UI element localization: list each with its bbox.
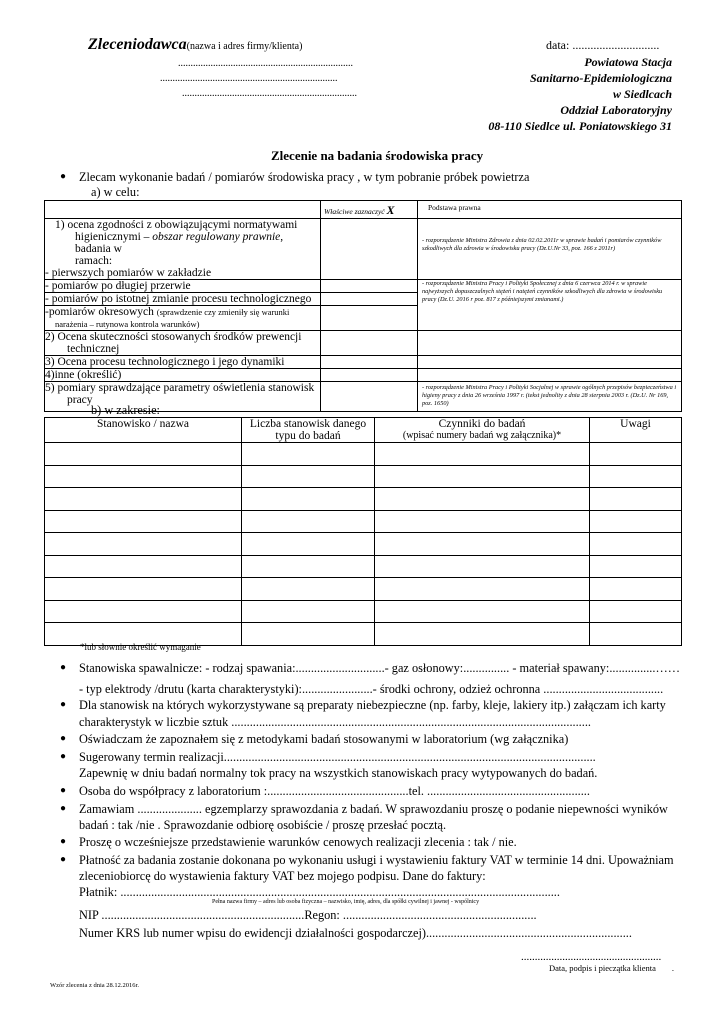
payment-line-1: Płatność za badania zostanie dokonana po wykonaniu usługi i wystawieniu faktury VAT w terminie 14 dni. Upoważniam xyxy=(79,853,674,867)
col-notes: Uwagi xyxy=(590,418,682,443)
bullet-icon: ● xyxy=(60,662,67,673)
payer-field[interactable]: Płatnik: ............................................................................................................................................... xyxy=(79,885,560,899)
purpose-table xyxy=(44,200,682,412)
bullet-icon: ● xyxy=(60,803,67,814)
signature-label: Data, podpis i pieczątka klienta . xyxy=(549,963,675,973)
recipient-line-5: 08-110 Siedlce ul. Poniatowskiego 31 xyxy=(488,119,672,133)
recipient-line-4: Oddział Laboratoryjny xyxy=(560,103,672,117)
price-request: Proszę o wcześniejsze przedstawienie warunków cenowych realizacji zlecenia : tak / nie. xyxy=(79,835,517,849)
col-workstation: Stanowisko / nazwa xyxy=(45,418,242,443)
legal-basis-3: - rozporządzenie Ministra Pracy i Polityki Socjalnej w sprawie ogólnych przepisów bezpieczeństwa i higieny pracy z dnia 26 września 1997 r. (tekst jednolity z dnia 28 sierpnia 2003 r. (Dz.U. Nr 169, poz. 1650) xyxy=(418,382,682,412)
client-header xyxy=(88,36,302,54)
table-row xyxy=(45,578,682,601)
purpose-1-process-change: - pomiarów po istotnej zmianie procesu technologicznego xyxy=(45,293,321,306)
suggested-date: Sugerowany termin realizacji......................................................................................................................... xyxy=(79,750,596,764)
client-dots-3: ...................................................................... xyxy=(182,88,357,99)
mark-cell-8[interactable] xyxy=(321,382,418,412)
table-row xyxy=(45,533,682,556)
table-footnote: *lub słownie określić wymaganie xyxy=(80,642,201,652)
table-row xyxy=(45,488,682,511)
mark-cell-5[interactable] xyxy=(321,331,418,356)
purpose-1: 1) ocena zgodności z obowiązującymi normatywami higienicznymi – obszar regulowany prawnie, badania w ramach: - pierwszych pomiarów w zakładzie xyxy=(45,219,321,280)
client-title: Zleceniodawca xyxy=(88,36,187,53)
table-row xyxy=(45,510,682,533)
mark-cell-7[interactable] xyxy=(321,369,418,382)
legal-basis-2: - rozporządzenie Ministra Pracy i Polityki Społecznej z dnia 6 czerwca 2014 r. w sprawie najwyższych dopuszczalnych stężeń i natężeń czynników szkodliwych dla zdrowia w środowisku pracy (Dz.U. 2016 r poz. 817 z późniejszymi zmianami.) xyxy=(418,280,682,331)
purpose-2: 2) Ocena skuteczności stosowanych środków prewencji technicznej xyxy=(45,331,321,356)
mark-cell-1[interactable] xyxy=(321,219,418,280)
purpose-5: 5) pomiary sprawdzające parametry oświetlenia stanowisk pracy xyxy=(45,382,321,412)
purpose-1-long-break: - pomiarów po długiej przerwie xyxy=(45,280,321,293)
hazard-line-1: Dla stanowisk na których wykorzystywane są preparaty niebezpieczne (np. farby, kleje, lakiery itp.) załączam ich karty xyxy=(79,698,666,712)
mark-cell-2[interactable] xyxy=(321,280,418,293)
purpose-1-periodic: -pomiarów okresowych (sprawdzenie czy zmieniły się warunki narażenia – rutynowa kontrola warunków) xyxy=(45,306,321,331)
hazard-line-2: charakterystyk w liczbie sztuk ..................................................................................................................... xyxy=(79,715,591,729)
intro-text: Zlecam wykonanie badań / pomiarów środowiska pracy , w tym pobranie próbek powietrza xyxy=(79,170,530,184)
table-row xyxy=(45,555,682,578)
mark-cell-3[interactable] xyxy=(321,293,418,306)
bullet-icon: ● xyxy=(60,836,67,847)
report-order-1: Zamawiam ..................... egzemplarzy sprawozdania z badań. W sprawozdaniu proszę o podanie niepewności wyników xyxy=(79,802,668,816)
document-title: Zlecenie na badania środowiska pracy xyxy=(271,148,484,163)
form-version: Wzór zlecenia z dnia 28.12.2016r. xyxy=(50,982,139,989)
legal-basis-1: - rozporządzenie Ministra Zdrowia z dnia 02.02.2011r w sprawie badań i pomiarów czynników szkodliwych dla zdrowia w środowisku pracy (Dz.U.Nr 33, poz. 166 z 2011r) xyxy=(418,219,682,280)
bullet-icon: ● xyxy=(60,854,67,865)
section-b-label: b) w zakresie: xyxy=(91,403,160,417)
work-assurance: Zapewnię w dniu badań normalny tok pracy na wszystkich stanowiskach pracy wytypowanych do badań. xyxy=(79,766,598,780)
legal-header: Podstawa prawna xyxy=(418,201,682,219)
col-factors: Czynniki do badań (wpisać numery badań wg załącznika)* xyxy=(375,418,590,443)
bullet-icon: ● xyxy=(60,699,67,710)
recipient-line-2: Sanitarno-Epidemiologiczna xyxy=(529,71,672,85)
methods-statement: Oświadczam że zapoznałem się z metodykami badań stosowanymi w laboratorium (wg załącznika) xyxy=(79,732,569,746)
bullet-icon: ● xyxy=(60,733,67,744)
bullet-icon: ● xyxy=(60,785,67,796)
table-row xyxy=(45,600,682,623)
purpose-3: 3) Ocena procesu technologicznego i jego dynamiki xyxy=(45,356,321,369)
welding-line-2: - typ elektrody /drutu (karta charakterystyki):.......................- środki ochrony, odzież ochronna ....................................... xyxy=(79,682,664,696)
mark-header: Właściwe zaznaczyć X xyxy=(321,201,418,219)
recipient-line-3: w Siedlcach xyxy=(613,87,672,101)
welding-line-1: Stanowiska spawalnicze: - rodzaj spawania:.............................- gaz osłonowy:............... - materiał spawany:...............…… xyxy=(79,661,681,675)
bullet-icon: ● xyxy=(60,171,67,182)
table-row xyxy=(45,443,682,466)
nip-regon-field[interactable]: NIP ..................................................................Regon: ............................................................... xyxy=(79,908,537,922)
date-field: data: ............................. xyxy=(546,38,660,52)
mark-cell-6[interactable] xyxy=(321,356,418,369)
payer-note: Pełna nazwa firmy – adres lub osoba fizyczna – nazwisko, imię, adres, dla spółki cywilnej i jawnej - wspólnicy xyxy=(212,899,480,905)
client-dots-2: ....................................................................... xyxy=(160,73,338,84)
krs-field[interactable]: Numer KRS lub numer wpisu do ewidencji działalności gospodarczej)................................................................... xyxy=(79,926,632,940)
col-count: Liczba stanowisk danego typu do badań xyxy=(242,418,375,443)
client-title-note: (nazwa i adres firmy/klienta) xyxy=(186,41,303,52)
recipient-line-1: Powiatowa Stacja xyxy=(584,55,672,69)
mark-cell-4[interactable] xyxy=(321,306,418,331)
purpose-4: 4)inne (określić) xyxy=(45,369,321,382)
contact-person: Osoba do współpracy z laboratorium :..............................................tel. ..................................................... xyxy=(79,784,590,798)
table-row xyxy=(45,465,682,488)
bullet-icon: ● xyxy=(60,751,67,762)
section-a-label: a) w celu: xyxy=(91,185,140,199)
client-dots-1: ...................................................................... xyxy=(178,58,353,69)
payment-line-2: zleceniobiorcę do wystawienia faktury VAT bez mojego podpisu. Dane do faktury: xyxy=(79,869,486,883)
signature-dots[interactable]: ................................................... xyxy=(521,951,662,963)
scope-table xyxy=(44,417,682,646)
report-order-2: badań : tak /nie . Sprawozdanie odbiorę osobiście / proszę przesłać pocztą. xyxy=(79,818,447,832)
